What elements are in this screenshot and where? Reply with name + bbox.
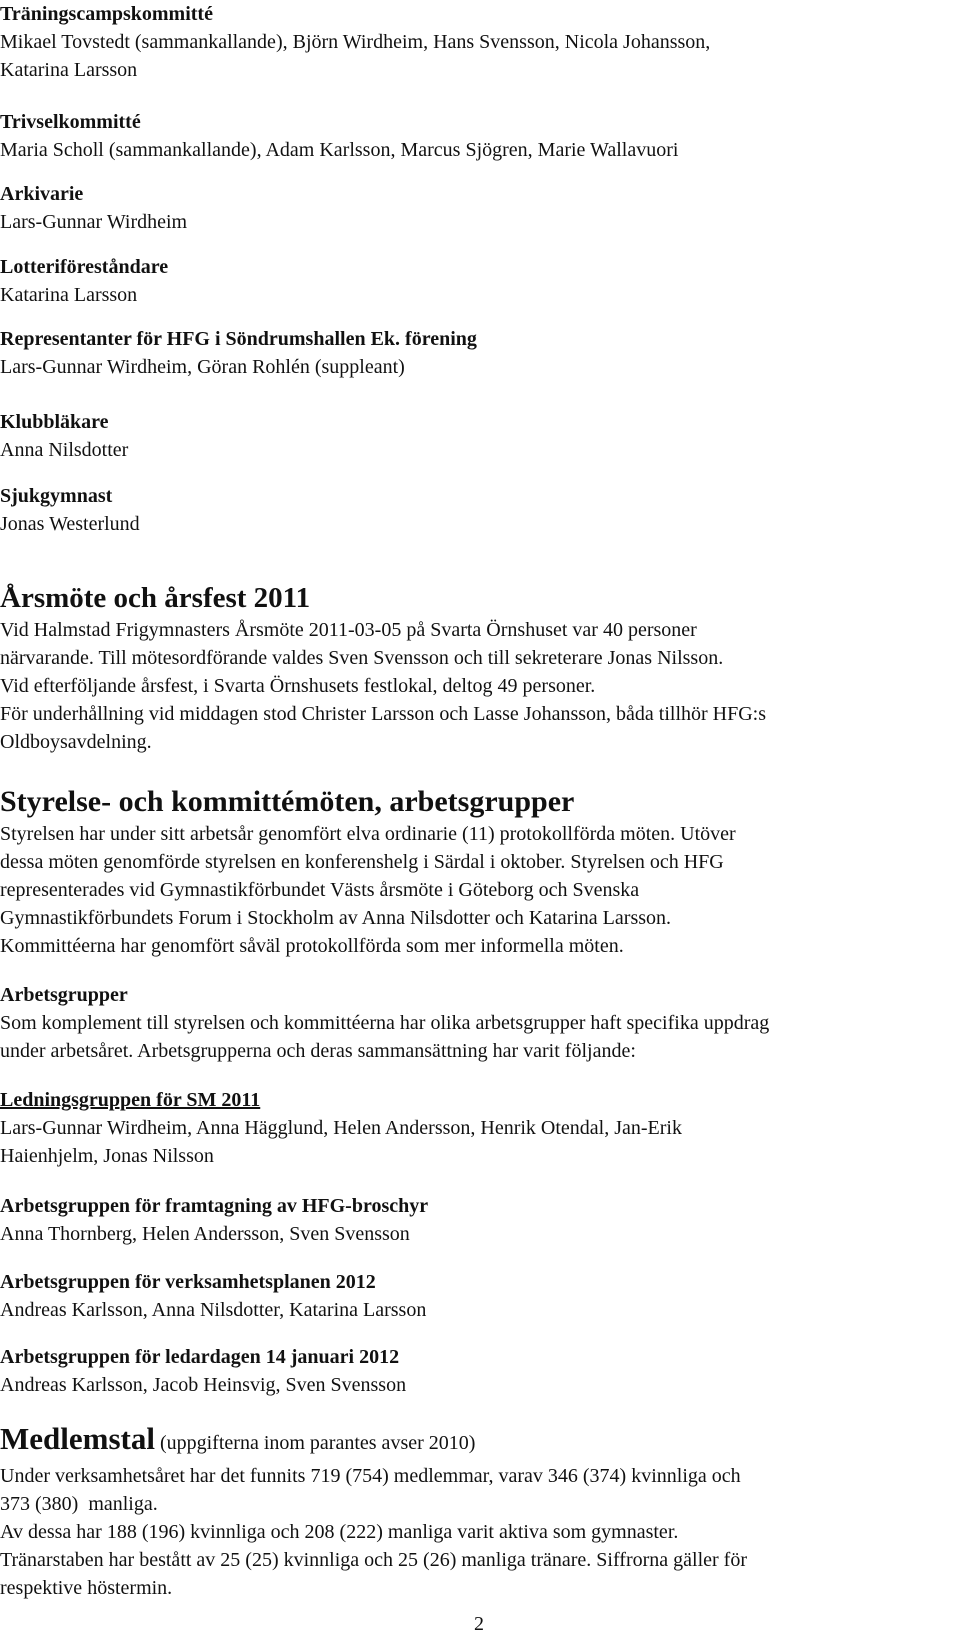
paragraph-line: Kommittéerna har genomfört såväl protokollförda som mer informella möten. — [0, 935, 624, 957]
group-heading: Arbetsgruppen för ledardagen 14 januari 2012 — [0, 1346, 400, 1368]
paragraph-line: Gymnastikförbundets Forum i Stockholm av Anna Nilsdotter och Katarina Larsson. — [0, 907, 672, 929]
group-broschyr — [0, 1192, 958, 1248]
section-heading: Lotteriföreståndare — [0, 256, 169, 278]
section-klubblakare — [0, 408, 958, 464]
section-line: Lars-Gunnar Wirdheim — [0, 211, 188, 233]
section-arkivarie — [0, 180, 958, 236]
section-medlemstal — [0, 1420, 958, 1602]
group-members: Andreas Karlsson, Anna Nilsdotter, Katarina Larsson — [0, 1299, 427, 1321]
section-heading: Träningscampskommitté — [0, 3, 213, 25]
page-section-title: Styrelse- och kommittémöten, arbetsgrupper — [0, 785, 575, 818]
group-ledning — [0, 1086, 958, 1170]
paragraph-line: För underhållning vid middagen stod Christer Larsson och Lasse Johansson, båda tillhör HFG:s — [0, 703, 767, 725]
section-heading: Arbetsgrupper — [0, 984, 128, 1006]
paragraph-line: representerades vid Gymnastikförbundet Västs årsmöte i Göteborg och Svenska — [0, 879, 640, 901]
paragraph-line: under arbetsåret. Arbetsgrupperna och deras sammansättning har varit följande: — [0, 1040, 636, 1062]
paragraph-line: respektive höstermin. — [0, 1577, 173, 1599]
section-heading: Arkivarie — [0, 183, 84, 205]
group-members: Anna Thornberg, Helen Andersson, Sven Svensson — [0, 1223, 410, 1245]
group-ledardag — [0, 1343, 958, 1399]
section-line: Maria Scholl (sammankallande), Adam Karlsson, Marcus Sjögren, Marie Wallavuori — [0, 139, 679, 161]
section-line: Jonas Westerlund — [0, 513, 140, 535]
paragraph-line: Av dessa har 188 (196) kvinnliga och 208 (222) manliga varit aktiva som gymnaster. — [0, 1521, 679, 1543]
section-line: Katarina Larsson — [0, 59, 138, 81]
section-sjukgymnast — [0, 482, 958, 538]
section-line: Lars-Gunnar Wirdheim, Göran Rohlén (suppleant) — [0, 356, 405, 378]
paragraph-line: Som komplement till styrelsen och kommittéerna har olika arbetsgrupper haft specifika uppdrag — [0, 1012, 770, 1034]
section-heading: Klubbläkare — [0, 411, 109, 433]
group-verksamhet — [0, 1268, 958, 1324]
section-heading: Sjukgymnast — [0, 485, 113, 507]
page-section-title: Medlemstal — [0, 1421, 155, 1456]
section-line: Mikael Tovstedt (sammankallande), Björn Wirdheim, Hans Svensson, Nicola Johansson, — [0, 31, 711, 53]
paragraph-line: Oldboysavdelning. — [0, 731, 152, 753]
group-heading: Arbetsgruppen för verksamhetsplanen 2012 — [0, 1271, 376, 1293]
section-styrelse — [0, 784, 958, 960]
section-arbetsgrupper — [0, 981, 958, 1065]
section-arsmote — [0, 580, 958, 756]
group-members: Haienhjelm, Jonas Nilsson — [0, 1145, 214, 1167]
section-heading: Representanter för HFG i Söndrumshallen Ek. förening — [0, 328, 477, 350]
group-members: Lars-Gunnar Wirdheim, Anna Hägglund, Helen Andersson, Henrik Otendal, Jan-Erik — [0, 1117, 682, 1139]
page-number: 2 — [474, 1613, 484, 1635]
paragraph-line: 373 (380) manliga. — [0, 1493, 158, 1515]
section-line: Katarina Larsson — [0, 284, 138, 306]
section-line: Anna Nilsdotter — [0, 439, 129, 461]
section-traningscamp — [0, 0, 958, 84]
section-lotteri — [0, 253, 958, 309]
section-representanter — [0, 325, 958, 381]
paragraph-line: Vid efterföljande årsfest, i Svarta Örnshusets festlokal, deltog 49 personer. — [0, 675, 596, 697]
paragraph-line: Tränarstaben har bestått av 25 (25) kvinnliga och 25 (26) manliga tränare. Siffrorna gäller för — [0, 1549, 747, 1571]
paragraph-line: närvarande. Till mötesordförande valdes Sven Svensson och till sekreterare Jonas Nilsson. — [0, 647, 724, 669]
medlemstal-title-row — [0, 1420, 958, 1462]
medlemstal-note: (uppgifterna inom parantes avser 2010) — [159, 1432, 476, 1454]
page-section-title: Årsmöte och årsfest 2011 — [0, 582, 311, 614]
paragraph-line: Under verksamhetsåret har det funnits 719 (754) medlemmar, varav 346 (374) kvinnliga och — [0, 1465, 741, 1487]
section-trivsel — [0, 108, 958, 164]
group-members: Andreas Karlsson, Jacob Heinsvig, Sven Svensson — [0, 1374, 407, 1396]
paragraph-line: Vid Halmstad Frigymnasters Årsmöte 2011-03-05 på Svarta Örnshuset var 40 personer — [0, 619, 697, 641]
group-heading: Arbetsgruppen för framtagning av HFG-broschyr — [0, 1195, 429, 1217]
group-heading: Ledningsgruppen för SM 2011 — [0, 1089, 261, 1111]
paragraph-line: dessa möten genomförde styrelsen en konferenshelg i Särdal i oktober. Styrelsen och HFG — [0, 851, 724, 873]
section-heading: Trivselkommitté — [0, 111, 141, 133]
paragraph-line: Styrelsen har under sitt arbetsår genomfört elva ordinarie (11) protokollförda möten. Utöver — [0, 823, 736, 845]
